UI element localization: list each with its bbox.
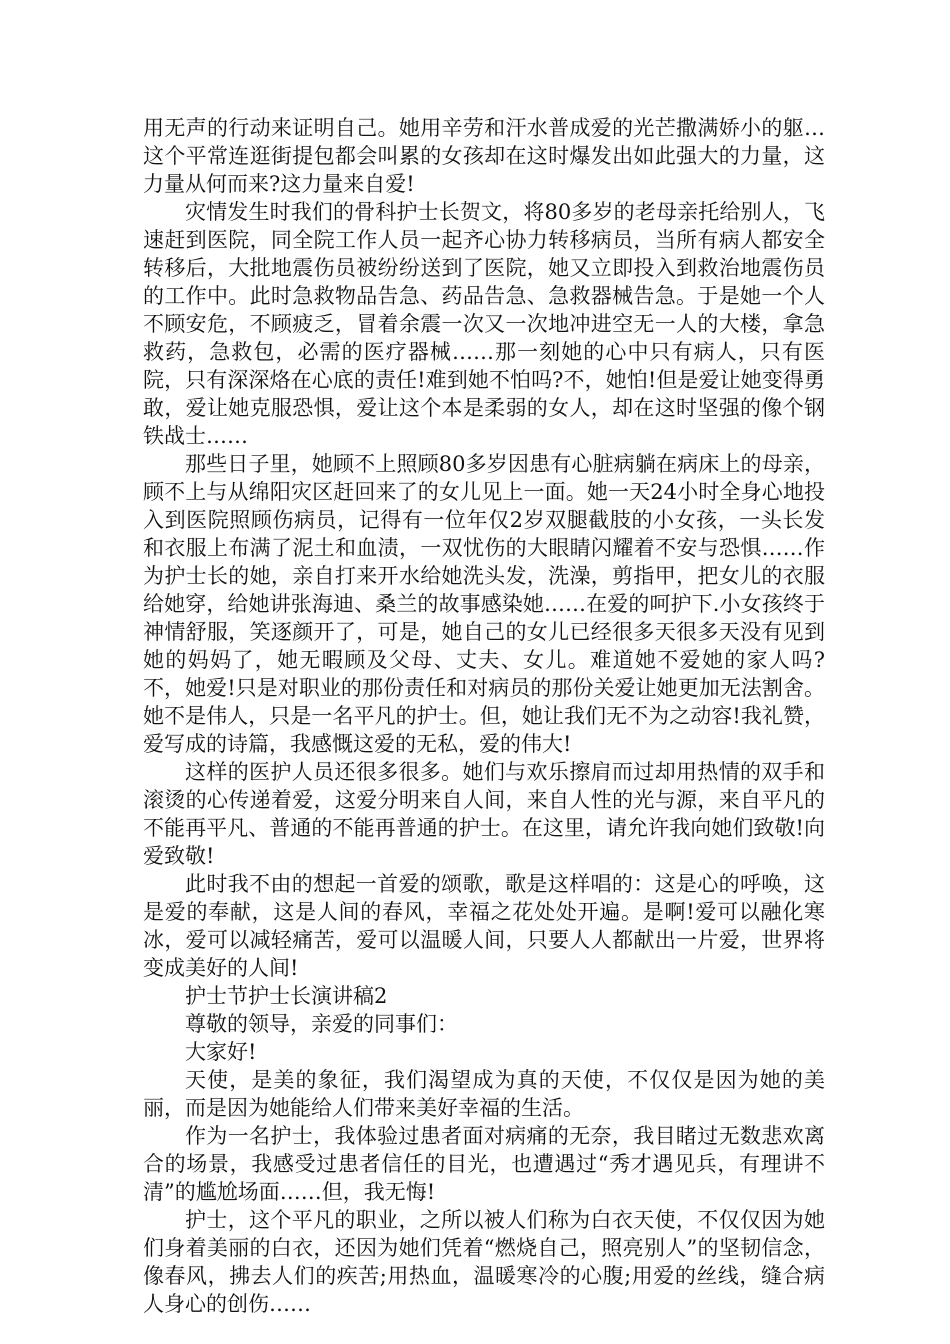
paragraph: 护士，这个平凡的职业，之所以被人们称为白衣天使，不仅仅因为她们身着美丽的白衣，还因为她们凭着“燃烧自己，照亮别人”的坚韧信念，像春风，拂去人们的疾苦;用热血，温暖寒冷的心腹;用爱的丝线，缝合病人身心的创伤…… (143, 1208, 825, 1316)
document-body (143, 114, 825, 1318)
paragraph: 用无声的行动来证明自己。她用辛劳和汗水普成爱的光芒撒满娇小的躯…这个平常连逛街提包都会叫累的女孩却在这时爆发出如此强大的力量，这力量从何而来?这力量来自爱! (143, 116, 825, 196)
section-heading: 护士节护士长演讲稿2 (185, 984, 388, 1008)
paragraph: 灾情发生时我们的骨科护士长贺文，将80多岁的老母亲托给别人，飞速赶到医院，同全院工作人员一起齐心协力转移病员，当所有病人都安全转移后，大批地震伤员被纷纷送到了医院，她又立即投入到救治地震伤员的工作中。此时急救物品告急、药品告急、急救器械告急。于是她一个人不顾安危，不顾疲乏，冒着余震一次又一次地冲进空无一人的大楼，拿急救药，急救包，必需的医疗器械……那一刻她的心中只有病人，只有医院，只有深深烙在心底的责任!难到她不怕吗?不，她怕!但是爱让她变得勇敢，爱让她克服恐惧，爱让这个本是柔弱的女人，却在这时坚强的像个钢铁战士…… (143, 200, 825, 448)
greeting: 大家好! (185, 1040, 257, 1064)
salutation: 尊敬的领导，亲爱的同事们： (185, 1012, 458, 1036)
paragraph: 天使，是美的象征，我们渴望成为真的天使，不仅仅是因为她的美丽，而是因为她能给人们带来美好幸福的生活。 (143, 1068, 825, 1120)
paragraph: 这样的医护人员还很多很多。她们与欢乐擦肩而过却用热情的双手和滚烫的心传递着爱，这爱分明来自人间，来自人性的光与源，来自平凡的不能再平凡、普通的不能再普通的护士。在这里，请允许我向她们致敬!向爱致敬! (143, 760, 825, 868)
paragraph: 那些日子里，她顾不上照顾80多岁因患有心脏病躺在病床上的母亲，顾不上与从绵阳灾区赶回来了的女儿见上一面。她一天24小时全身心地投入到医院照顾伤病员，记得有一位年仅2岁双腿截肢的小女孩，一头长发和衣服上布满了泥土和血渍，一双忧伤的大眼睛闪耀着不安与恐惧……作为护士长的她，亲自打来开水给她洗头发，洗澡，剪指甲，把女儿的衣服给她穿，给她讲张海迪、桑兰的故事感染她……在爱的呵护下.小女孩终于神情舒服，笑逐颜开了，可是，她自己的女儿已经很多天很多天没有见到她的妈妈了，她无暇顾及父母、丈夫、女儿。难道她不爱她的家人吗?不，她爱!只是对职业的那份责任和对病员的那份关爱让她更加无法割舍。她不是伟人，只是一名平凡的护士。但，她让我们无不为之动容!我礼赞，爱写成的诗篇，我感慨这爱的无私，爱的伟大! (143, 452, 825, 756)
paragraph: 作为一名护士，我体验过患者面对病痛的无奈，我目睹过无数悲欢离合的场景，我感受过患者信任的目光，也遭遇过“秀才遇见兵，有理讲不清”的尴尬场面……但，我无悔! (143, 1124, 825, 1204)
paragraph: 此时我不由的想起一首爱的颂歌，歌是这样唱的：这是心的呼唤，这是爱的奉献，这是人间的春风，幸福之花处处开遍。是啊!爱可以融化寒冰，爱可以减轻痛苦，爱可以温暖人间，只要人人都献出一片爱，世界将变成美好的人间! (143, 872, 825, 980)
